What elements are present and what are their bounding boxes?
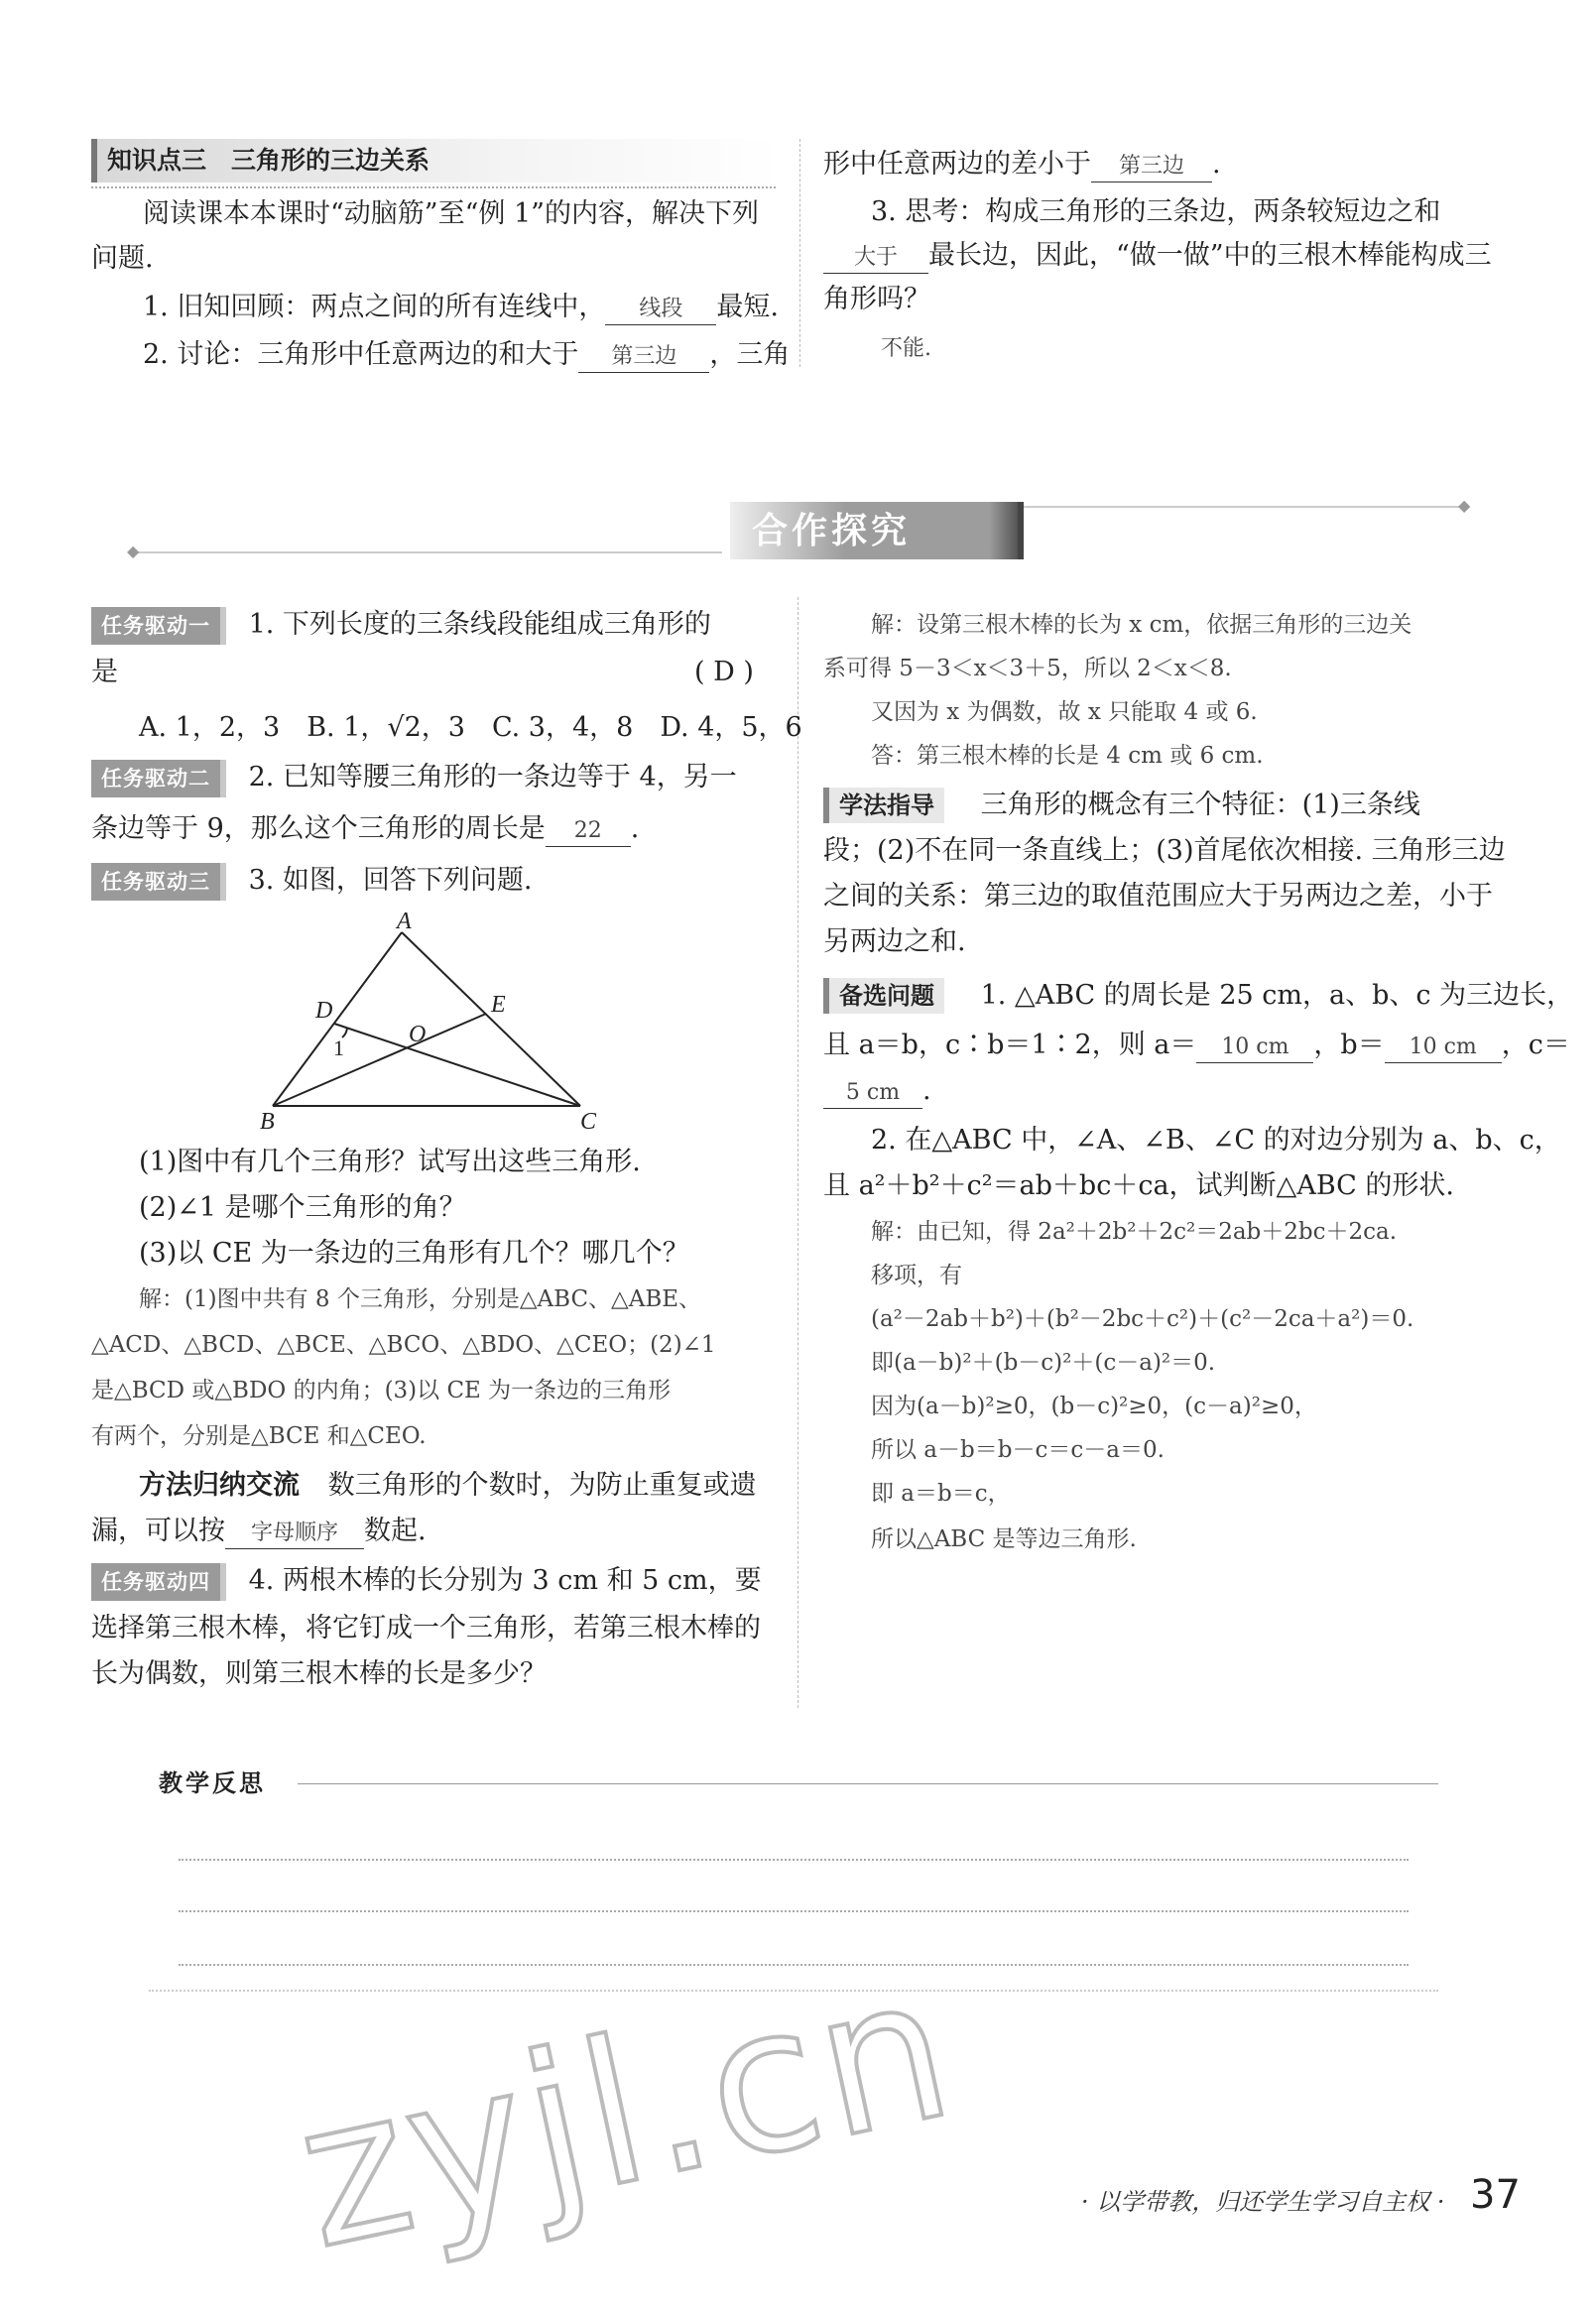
task2-tag: 任务驱动二: [91, 760, 226, 797]
banner-dot-left: ◆: [127, 542, 140, 560]
alt-q2-line2: 且 a²＋b²＋c²＝ab＋bc＋ca，试判断△ABC 的形状.: [823, 1170, 1454, 1201]
banner-line-left: [137, 551, 722, 553]
label-O: O: [409, 1022, 427, 1047]
label-E: E: [491, 992, 506, 1018]
t4-sol-line3: 又因为 x 为偶数，故 x 只能取 4 或 6.: [871, 699, 1258, 725]
page-number: 37: [1470, 2172, 1521, 2218]
section-banner-title: 合作探究: [752, 511, 912, 551]
label-C: C: [580, 1109, 597, 1131]
reflection-line-2: [179, 1910, 1409, 1912]
alt-q1-line2: 且 a＝b，c∶b＝1∶2，则 a＝ 10 cm ，b＝ 10 cm ，c＝: [823, 1028, 1570, 1063]
task3-tag: 任务驱动三: [91, 863, 226, 901]
alt-tag: 备选问题: [823, 978, 944, 1014]
task3-sol4: 有两个，分别是△BCE 和△CEO.: [91, 1423, 427, 1449]
task3-sol1: 解：(1)图中共有 8 个三角形，分别是△ABC、△ABE、: [139, 1286, 702, 1312]
reflection-line-1: [179, 1859, 1409, 1861]
reflection-title: 教学反思: [159, 1769, 266, 1797]
alt-sol8: 所以△ABC 是等边三角形.: [871, 1526, 1137, 1552]
alt-q1-answer-a: 10 cm: [1196, 1033, 1313, 1063]
banner-line-right: [1020, 506, 1466, 508]
method-answer: 字母顺序: [225, 1519, 364, 1549]
banner-dot-right: ◆: [1458, 496, 1471, 515]
kp-q2: 2. 讨论：三角形中任意两边的和大于 第三边 ，三角: [143, 337, 790, 373]
method-line2: 漏，可以按 字母顺序 数起.: [91, 1514, 427, 1549]
alt-sol1: 解：由已知，得 2a²＋2b²＋2c²＝2ab＋2bc＋2ca.: [871, 1219, 1398, 1245]
task3-q2: (2)∠1 是哪个三角形的角？: [139, 1192, 466, 1223]
task3-sol2: △ACD、△BCD、△BCE、△BCO、△BDO、△CEO；(2)∠1: [91, 1332, 716, 1358]
alt-sol5: 因为(a－b)²≥0，(b－c)²≥0，(c－a)²≥0，: [871, 1394, 1317, 1419]
footer-motto: · 以学带教，归还学生学习自主权 ·: [1081, 2188, 1445, 2216]
alt-q1-line1: 备选问题 1. △ABC 的周长是 25 cm，a、b、c 为三边长，: [823, 978, 1573, 1014]
triangle-diagram: [238, 913, 635, 1131]
task2-line2: 条边等于 9，那么这个三角形的周长是 22 .: [91, 811, 639, 847]
kp-q2-answer2: 第三边: [1091, 152, 1212, 183]
kp-q1: 1. 旧知回顾：两点之间的所有连线中， 线段 最短.: [143, 290, 779, 325]
reflection-rule: [298, 1783, 1438, 1784]
alt-q1-answer-b: 10 cm: [1385, 1033, 1502, 1063]
alt-sol3: (a²－2ab＋b²)＋(b²－2bc＋c²)＋(c²－2ca＋a²)＝0.: [871, 1306, 1414, 1332]
label-B: B: [260, 1109, 275, 1131]
heading-underline: [91, 186, 776, 188]
task1-answer: ( D ): [694, 657, 754, 687]
kp-q3-answer: 大于: [823, 243, 928, 274]
alt-q2-line1: 2. 在△ABC 中，∠A、∠B、∠C 的对边分别为 a、b、c，: [871, 1125, 1561, 1156]
kp-q2-answer1: 第三边: [578, 342, 709, 373]
kp-q3-line1: 3. 思考：构成三角形的三条边，两条较短边之和: [871, 196, 1441, 227]
edge-AC: [402, 932, 580, 1106]
task2-answer: 22: [546, 816, 631, 847]
kp-q2-cont: 形中任意两边的差小于 第三边 .: [823, 147, 1221, 183]
kp-q3-line3: 角形吗？: [823, 284, 930, 314]
knowledge-point-heading: 知识点三 三角形的三边关系: [107, 146, 430, 175]
task3-line1: 任务驱动三 3. 如图，回答下列问题.: [91, 863, 533, 901]
label-D: D: [315, 998, 333, 1024]
top-column-divider: [799, 139, 800, 367]
label-angle-1: 1: [333, 1035, 344, 1060]
alt-q1-answer-c: 5 cm: [823, 1078, 922, 1109]
method-label: 方法归纳交流: [139, 1470, 300, 1501]
t4-sol-line2: 系可得 5－3＜x＜3＋5，所以 2＜x＜8.: [823, 656, 1232, 681]
label-A: A: [397, 913, 412, 934]
guide-tag: 学法指导: [823, 788, 944, 823]
task1-line1: 任务驱动一 1. 下列长度的三条线段能组成三角形的: [91, 607, 711, 645]
watermark: zyjl.cn: [280, 1930, 972, 2294]
task1-options: A. 1，2，3 B. 1，√2，3 C. 3，4，8 D. 4，5，6: [139, 712, 802, 743]
guide-line3: 之间的关系：第三边的取值范围应大于另两边之差，小于: [823, 881, 1493, 912]
alt-sol2: 移项，有: [871, 1263, 962, 1288]
alt-sol7: 即 a＝b＝c，: [871, 1481, 1011, 1507]
alt-sol4: 即(a－b)²＋(b－c)²＋(c－a)²＝0.: [871, 1350, 1216, 1376]
kp-q1-answer: 线段: [605, 295, 716, 325]
segment-BE: [273, 1014, 486, 1106]
kp-q3-reply: 不能.: [881, 336, 931, 361]
task3-sol3: 是△BCD 或△BDO 的内角；(3)以 CE 为一条边的三角形: [91, 1378, 672, 1403]
method-line1: 方法归纳交流 数三角形的个数时，为防止重复或遗: [139, 1470, 757, 1501]
t4-sol-line4: 答：第三根木棒的长是 4 cm 或 6 cm.: [871, 743, 1264, 769]
alt-q1-line3: 5 cm .: [823, 1073, 931, 1109]
alt-sol6: 所以 a－b＝b－c＝c－a＝0.: [871, 1437, 1165, 1463]
guide-line1: 学法指导 三角形的概念有三个特征：(1)三条线: [823, 788, 1420, 823]
task4-line1: 任务驱动四 4. 两根木棒的长分别为 3 cm 和 5 cm，要: [91, 1563, 762, 1601]
task2-line1: 任务驱动二 2. 已知等腰三角形的一条边等于 4，另一: [91, 760, 737, 797]
task3-q1: (1)图中有几个三角形？试写出这些三角形.: [139, 1147, 641, 1177]
task4-line2: 选择第三根木棒，将它钉成一个三角形，若第三根木棒的: [91, 1613, 761, 1643]
kp-q3-line2: 大于 最长边，因此，“做一做”中的三根木棒能构成三: [823, 238, 1492, 274]
edge-AB: [273, 932, 402, 1106]
task4-tag: 任务驱动四: [91, 1563, 226, 1601]
guide-line4: 另两边之和.: [823, 926, 966, 957]
kp-intro-line1: 阅读课本本课时“动脑筋”至“例 1”的内容，解决下列: [143, 198, 759, 229]
t4-sol-line1: 解：设第三根木棒的长为 x cm，依据三角形的三边关: [871, 612, 1412, 638]
segment-CD: [334, 1024, 580, 1106]
task1-tag: 任务驱动一: [91, 607, 226, 645]
guide-line2: 段；(2)不在同一条直线上；(3)首尾依次相接. 三角形三边: [823, 835, 1506, 866]
kp-intro-line2: 问题.: [91, 243, 154, 274]
task4-line3: 长为偶数，则第三根木棒的长是多少？: [91, 1658, 547, 1689]
task3-q3: (3)以 CE 为一条边的三角形有几个？哪几个？: [139, 1238, 689, 1269]
task1-line2: 是: [91, 657, 118, 687]
